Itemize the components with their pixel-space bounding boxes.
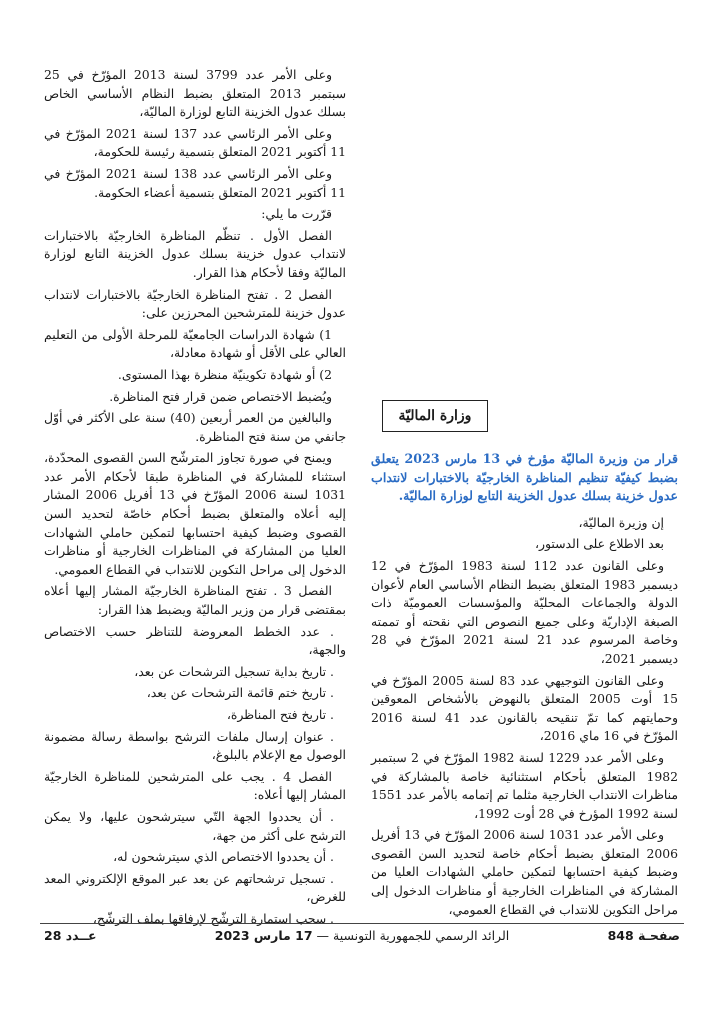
- ministry-heading: وزارة الماليّة: [382, 400, 488, 432]
- list-item: . تاريخ ختم قائمة الترشحات عن بعد،: [146, 685, 334, 701]
- paragraph: وعلى الأمر الرئاسي عدد 137 لسنة 2021 المؤرّخ في 11 أكتوبر 2021 المتعلق بتسمية رئيسة للحكومة،: [44, 125, 346, 160]
- article-1: الفصل الأول . تنظّم المناظرة الخارجيّة بالاختبارات لانتداب عدول خزينة بسلك عدول الخزينة التابع لوزارة الماليّة وفقا لأحكام هذا القرار.: [44, 227, 346, 280]
- paragraph: ويمنح في صورة تجاوز المترشّح السن القصوى المحدّدة، استثناء للمشاركة في المناظرة طبقا لأحكام الأمر عدد 1031 لسنة 2006 المؤرّخ في 13 أفريل 2006 المشار إليه أعلاه والمتعلق بضبط أحكام خاصّة لتحديد السن القصوى وضبط كيفية احتسابها لتمكين حاملي الشهادات العليا من المشاركة في المناظرات الخارجية أو مناظرات الدخول إلى مراحل التكوين للانتداب في القطاع العمومي.: [44, 450, 346, 577]
- list-item: . تاريخ بداية تسجيل الترشحات عن بعد،: [134, 663, 334, 679]
- paragraph: وعلى القانون التوجيهي عدد 83 لسنة 2005 المؤرّخ في 15 أوت 2005 المتعلق بالنهوض بالأشخاص المعوقين وحمايتهم كما تمّ تنقيحه بالقانون عدد 41 لسنة 2016 المؤرّخ في 16 ماي 2016،: [371, 672, 678, 744]
- paragraph: وعلى الأمر عدد 1031 لسنة 2006 المؤرّخ في 13 أفريل 2006 المتعلق بضبط أحكام خاصة لتحديد السن القصوى وضبط كيفية احتسابها لتمكين حاملي الشهادات العليا من المشاركة في المناظرات الخارجية أو مناظرات الدخول إلى مراحل التكوين للانتداب في القطاع العمومي،: [371, 827, 678, 917]
- journal-info: [44, 928, 680, 943]
- paragraph: ويُضبط الاختصاص ضمن قرار فتح المناظرة.: [109, 388, 332, 404]
- article-2: الفصل 2 . تفتح المناظرة الخارجيّة بالاختبارات لانتداب عدول خزينة للمترشحين المحرزين على:: [44, 286, 346, 321]
- paragraph: وعلى الأمر عدد 1229 لسنة 1982 المؤرّخ في 2 سبتمبر 1982 المتعلق بأحكام استثنائية خاصة بالمشاركة في مناظرات الانتداب الخارجية مثلما تم إتمامه بالأمر عدد 1551 لسنة 1992 المؤرخ في 28 أوت 1992،: [371, 749, 678, 821]
- journal-name: الرائد الرسمي للجمهورية التونسية —: [316, 928, 510, 943]
- page-footer: [44, 928, 680, 948]
- decision-intro: قرّرت ما يلي:: [261, 206, 332, 222]
- paragraph: وعلى القانون عدد 112 لسنة 1983 المؤرّخ في 12 ديسمبر 1983 المتعلق بضبط النظام الأساسي العام لأعوان الدولة والجماعات المحليّة والمؤسسات العموميّة ذات الصبغة الإداريّة وعلى جميع النصوص التي نقحته أو تممته وخاصة المرسوم عدد 21 لسنة 2021 المؤرّخ في 28 ديسمبر 2021،: [371, 557, 678, 666]
- list-item: . تسجيل ترشحاتهم عن بعد عبر الموقع الإلكتروني المعد للغرض،: [44, 870, 346, 905]
- paragraph: وعلى الأمر عدد 3799 لسنة 2013 المؤرّخ في 25 سبتمبر 2013 المتعلق بضبط النظام الأساسي الخاص بسلك عدول الخزينة التابع لوزارة الماليّة،: [44, 67, 346, 120]
- footer-divider: [40, 923, 684, 924]
- list-item: 1) شهادة الدراسات الجامعيّة للمرحلة الأولى من التعليم العالي على الأقل أو شهادة معادلة،: [44, 326, 346, 361]
- left-column: [44, 66, 346, 932]
- page-number: صفحـة 848: [607, 928, 680, 943]
- list-item: . أن يحددوا الاختصاص الذي سيترشحون له،: [113, 849, 334, 865]
- article-4: الفصل 4 . يجب على المترشحين للمناظرة الخارجيّة المشار إليها أعلاه:: [44, 768, 346, 803]
- list-item: . أن يحددوا الجهة التّي سيترشحون عليها، ولا يمكن الترشح على أكثر من جهة،: [44, 808, 346, 843]
- article-3: الفصل 3 . تفتح المناظرة الخارجيّة المشار إليها أعلاه بمقتضى قرار من وزير الماليّة ويضبط هذا القرار:: [44, 583, 346, 618]
- list-item: . تاريخ فتح المناظرة،: [226, 707, 334, 722]
- paragraph: والبالغين من العمر أربعين (40) سنة على الأكثر في أوّل جانفي من سنة فتح المناظرة.: [44, 410, 346, 444]
- issue-date: 17 مارس 2023: [214, 928, 313, 943]
- decree-title: قرار من وزيرة الماليّة مؤرخ في 13 مارس 2023 يتعلق بضبط كيفيّة تنظيم المناظرة الخارجيّة بالاختبارات لانتداب عدول خزينة بسلك عدول الخزينة التابع لوزارة الماليّة.: [371, 451, 678, 504]
- list-item: . عدد الخطط المعروضة للتناظر حسب الاختصاص والجهة،: [44, 623, 346, 658]
- paragraph: وعلى الأمر الرئاسي عدد 138 لسنة 2021 المؤرّخ في 11 أكتوبر 2021 المتعلق بتسمية أعضاء الحكومة.: [44, 165, 346, 200]
- list-item: . سحب استمارة الترشّح لإرفاقها بملف الترشّح،: [92, 910, 334, 926]
- list-item: 2) أو شهادة تكوينيّة منظرة بهذا المستوى.: [117, 366, 332, 382]
- paragraph: بعد الاطلاع على الدستور،: [535, 536, 664, 552]
- issue-number: عــدد 28: [44, 928, 97, 943]
- right-column: [371, 66, 678, 922]
- list-item: . عنوان إرسال ملفات الترشح بواسطة رسالة مضمونة الوصول مع الإعلام بالبلوغ،: [44, 728, 346, 763]
- paragraph: إن وزيرة الماليّة،: [578, 514, 664, 530]
